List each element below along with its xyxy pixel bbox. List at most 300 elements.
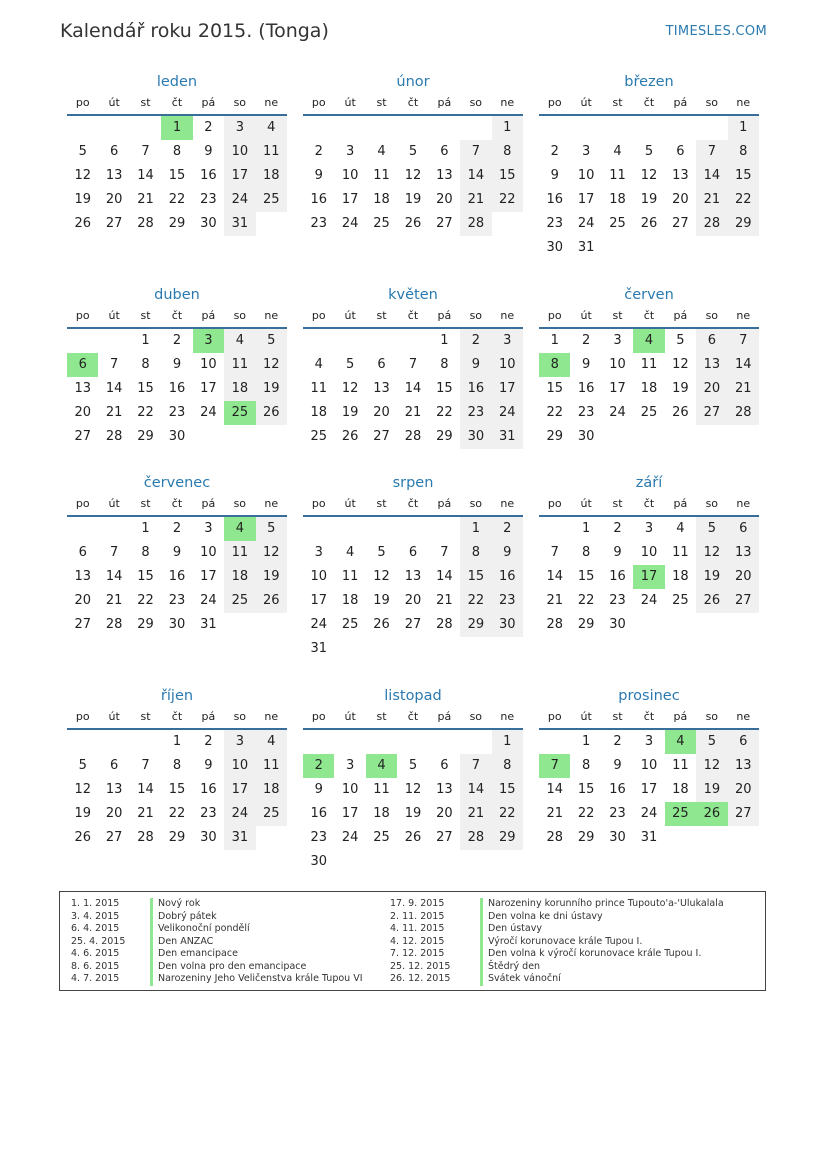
day-cell[interactable]: 2 — [204, 734, 213, 749]
day-cell[interactable]: 20 — [728, 778, 759, 802]
day-cell[interactable]: 1 — [581, 521, 591, 536]
day-cell[interactable]: 7 — [109, 545, 119, 560]
day-cell[interactable]: 15 — [436, 381, 453, 396]
holiday-day-cell[interactable]: 1 — [161, 116, 192, 140]
day-cell[interactable]: 26 — [696, 589, 727, 613]
day-cell[interactable]: 11 — [672, 758, 689, 773]
day-cell[interactable]: 19 — [696, 565, 727, 589]
day-cell[interactable]: 20 — [105, 806, 123, 821]
day-cell[interactable]: 30 — [460, 425, 491, 449]
day-cell[interactable]: 15 — [492, 164, 523, 188]
day-cell[interactable]: 14 — [105, 381, 123, 396]
day-cell[interactable]: 16 — [609, 569, 626, 584]
day-cell[interactable]: 9 — [172, 357, 182, 372]
day-cell[interactable]: 22 — [577, 806, 595, 821]
holiday-day-cell[interactable]: 4 — [224, 517, 255, 541]
day-cell[interactable]: 16 — [310, 192, 327, 207]
day-cell[interactable]: 6 — [440, 758, 449, 773]
day-cell[interactable]: 16 — [492, 565, 523, 589]
day-cell[interactable]: 1 — [141, 521, 150, 536]
day-cell[interactable]: 25 — [609, 216, 626, 231]
day-cell[interactable]: 14 — [546, 569, 563, 584]
day-cell[interactable]: 27 — [105, 216, 123, 231]
day-cell[interactable]: 29 — [137, 429, 154, 444]
day-cell[interactable]: 2 — [172, 521, 182, 536]
day-cell[interactable]: 11 — [341, 569, 359, 584]
day-cell[interactable]: 18 — [672, 782, 689, 797]
day-cell[interactable]: 20 — [373, 405, 390, 420]
site-link[interactable]: TIMESLES.COM — [665, 24, 767, 39]
day-cell[interactable]: 1 — [581, 734, 591, 749]
day-cell[interactable]: 9 — [613, 545, 622, 560]
day-cell[interactable]: 20 — [436, 192, 453, 207]
day-cell[interactable]: 2 — [204, 120, 213, 135]
day-cell[interactable]: 21 — [460, 188, 491, 212]
day-cell[interactable]: 19 — [672, 381, 689, 396]
day-cell[interactable]: 15 — [460, 565, 491, 589]
day-cell[interactable]: 16 — [577, 381, 595, 396]
day-cell[interactable]: 18 — [224, 377, 255, 401]
day-cell[interactable]: 18 — [341, 593, 359, 608]
day-cell[interactable]: 10 — [492, 353, 523, 377]
day-cell[interactable]: 25 — [224, 589, 255, 613]
day-cell[interactable]: 18 — [672, 569, 689, 584]
day-cell[interactable]: 7 — [728, 329, 759, 353]
day-cell[interactable]: 7 — [440, 545, 449, 560]
day-cell[interactable]: 11 — [373, 782, 390, 797]
holiday-day-cell[interactable]: 4 — [366, 754, 397, 778]
day-cell[interactable]: 1 — [460, 517, 491, 541]
day-cell[interactable]: 21 — [105, 593, 123, 608]
day-cell[interactable]: 4 — [256, 116, 287, 140]
day-cell[interactable]: 26 — [404, 216, 422, 231]
day-cell[interactable]: 3 — [492, 329, 523, 353]
day-cell[interactable]: 27 — [105, 830, 123, 845]
day-cell[interactable]: 31 — [200, 617, 217, 632]
day-cell[interactable]: 24 — [200, 593, 217, 608]
day-cell[interactable]: 19 — [74, 192, 91, 207]
day-cell[interactable]: 23 — [577, 405, 595, 420]
day-cell[interactable]: 28 — [105, 429, 123, 444]
day-cell[interactable]: 17 — [341, 192, 359, 207]
day-cell[interactable]: 30 — [609, 617, 626, 632]
day-cell[interactable]: 12 — [74, 782, 91, 797]
day-cell[interactable]: 20 — [672, 192, 689, 207]
day-cell[interactable]: 9 — [460, 353, 491, 377]
day-cell[interactable]: 11 — [672, 545, 689, 560]
day-cell[interactable]: 2 — [613, 734, 622, 749]
day-cell[interactable]: 11 — [224, 353, 255, 377]
day-cell[interactable]: 6 — [696, 329, 727, 353]
day-cell[interactable]: 19 — [404, 192, 422, 207]
day-cell[interactable]: 22 — [168, 806, 186, 821]
day-cell[interactable]: 26 — [256, 401, 287, 425]
day-cell[interactable]: 29 — [577, 830, 595, 845]
day-cell[interactable]: 26 — [74, 830, 91, 845]
day-cell[interactable]: 3 — [644, 521, 654, 536]
day-cell[interactable]: 15 — [546, 381, 563, 396]
day-cell[interactable]: 29 — [546, 429, 563, 444]
day-cell[interactable]: 19 — [256, 377, 287, 401]
day-cell[interactable]: 3 — [204, 521, 213, 536]
day-cell[interactable]: 26 — [341, 429, 359, 444]
day-cell[interactable]: 5 — [78, 144, 87, 159]
day-cell[interactable]: 16 — [168, 569, 186, 584]
day-cell[interactable]: 24 — [341, 216, 359, 231]
day-cell[interactable]: 29 — [577, 617, 595, 632]
day-cell[interactable]: 4 — [314, 357, 323, 372]
day-cell[interactable]: 25 — [341, 617, 359, 632]
day-cell[interactable]: 27 — [404, 617, 422, 632]
day-cell[interactable]: 20 — [74, 593, 91, 608]
day-cell[interactable]: 17 — [224, 164, 255, 188]
day-cell[interactable]: 14 — [105, 569, 123, 584]
day-cell[interactable]: 23 — [492, 589, 523, 613]
day-cell[interactable]: 5 — [408, 144, 418, 159]
day-cell[interactable]: 9 — [314, 782, 323, 797]
day-cell[interactable]: 16 — [200, 782, 217, 797]
day-cell[interactable]: 13 — [436, 782, 453, 797]
day-cell[interactable]: 18 — [373, 806, 390, 821]
day-cell[interactable]: 8 — [172, 144, 182, 159]
day-cell[interactable]: 22 — [728, 188, 759, 212]
day-cell[interactable]: 7 — [696, 140, 727, 164]
day-cell[interactable]: 29 — [137, 617, 154, 632]
day-cell[interactable]: 12 — [256, 541, 287, 565]
day-cell[interactable]: 18 — [609, 192, 626, 207]
day-cell[interactable]: 5 — [377, 545, 386, 560]
holiday-day-cell[interactable]: 6 — [67, 353, 98, 377]
day-cell[interactable]: 2 — [581, 333, 591, 348]
day-cell[interactable]: 24 — [640, 806, 658, 821]
day-cell[interactable]: 22 — [492, 802, 523, 826]
day-cell[interactable]: 22 — [137, 593, 154, 608]
day-cell[interactable]: 25 — [373, 830, 390, 845]
day-cell[interactable]: 13 — [436, 168, 453, 183]
day-cell[interactable]: 2 — [613, 521, 622, 536]
day-cell[interactable]: 28 — [137, 216, 154, 231]
day-cell[interactable]: 9 — [172, 545, 182, 560]
day-cell[interactable]: 16 — [310, 806, 327, 821]
day-cell[interactable]: 3 — [345, 758, 355, 773]
day-cell[interactable]: 29 — [168, 830, 186, 845]
day-cell[interactable]: 8 — [141, 357, 150, 372]
day-cell[interactable]: 10 — [200, 545, 217, 560]
day-cell[interactable]: 2 — [492, 517, 523, 541]
day-cell[interactable]: 9 — [550, 168, 559, 183]
day-cell[interactable]: 31 — [224, 212, 255, 236]
day-cell[interactable]: 8 — [492, 140, 523, 164]
day-cell[interactable]: 7 — [460, 754, 491, 778]
day-cell[interactable]: 1 — [492, 116, 523, 140]
day-cell[interactable]: 15 — [168, 782, 186, 797]
day-cell[interactable]: 22 — [492, 188, 523, 212]
day-cell[interactable]: 28 — [728, 401, 759, 425]
day-cell[interactable]: 8 — [728, 140, 759, 164]
day-cell[interactable]: 17 — [492, 377, 523, 401]
day-cell[interactable]: 16 — [609, 782, 626, 797]
day-cell[interactable]: 18 — [310, 405, 327, 420]
day-cell[interactable]: 14 — [546, 782, 563, 797]
day-cell[interactable]: 8 — [141, 545, 150, 560]
day-cell[interactable]: 15 — [137, 381, 154, 396]
day-cell[interactable]: 9 — [204, 144, 213, 159]
day-cell[interactable]: 14 — [696, 164, 727, 188]
day-cell[interactable]: 20 — [105, 192, 123, 207]
day-cell[interactable]: 23 — [168, 405, 186, 420]
day-cell[interactable]: 5 — [696, 517, 727, 541]
day-cell[interactable]: 28 — [105, 617, 123, 632]
day-cell[interactable]: 30 — [310, 854, 327, 869]
day-cell[interactable]: 20 — [696, 377, 727, 401]
day-cell[interactable]: 29 — [728, 212, 759, 236]
day-cell[interactable]: 6 — [728, 730, 759, 754]
holiday-day-cell[interactable]: 8 — [539, 353, 570, 377]
day-cell[interactable]: 15 — [728, 164, 759, 188]
day-cell[interactable]: 20 — [728, 565, 759, 589]
day-cell[interactable]: 30 — [200, 830, 217, 845]
day-cell[interactable]: 27 — [728, 589, 759, 613]
day-cell[interactable]: 11 — [373, 168, 390, 183]
day-cell[interactable]: 3 — [224, 116, 255, 140]
day-cell[interactable]: 20 — [74, 405, 91, 420]
day-cell[interactable]: 5 — [256, 329, 287, 353]
day-cell[interactable]: 15 — [492, 778, 523, 802]
day-cell[interactable]: 12 — [696, 754, 727, 778]
day-cell[interactable]: 18 — [256, 164, 287, 188]
day-cell[interactable]: 2 — [460, 329, 491, 353]
day-cell[interactable]: 9 — [492, 541, 523, 565]
day-cell[interactable]: 1 — [440, 333, 449, 348]
day-cell[interactable]: 28 — [436, 617, 453, 632]
day-cell[interactable]: 19 — [373, 593, 390, 608]
day-cell[interactable]: 6 — [440, 144, 449, 159]
day-cell[interactable]: 27 — [696, 401, 727, 425]
day-cell[interactable]: 23 — [546, 216, 563, 231]
day-cell[interactable]: 13 — [404, 569, 422, 584]
day-cell[interactable]: 24 — [609, 405, 626, 420]
day-cell[interactable]: 14 — [137, 782, 154, 797]
day-cell[interactable]: 3 — [224, 730, 255, 754]
day-cell[interactable]: 7 — [109, 357, 119, 372]
day-cell[interactable]: 1 — [172, 734, 182, 749]
day-cell[interactable]: 30 — [168, 617, 186, 632]
day-cell[interactable]: 26 — [74, 216, 91, 231]
day-cell[interactable]: 17 — [200, 381, 217, 396]
day-cell[interactable]: 25 — [672, 593, 689, 608]
day-cell[interactable]: 10 — [341, 782, 359, 797]
holiday-day-cell[interactable]: 3 — [193, 329, 224, 353]
day-cell[interactable]: 10 — [310, 569, 327, 584]
day-cell[interactable]: 1 — [550, 333, 559, 348]
day-cell[interactable]: 17 — [341, 806, 359, 821]
day-cell[interactable]: 25 — [373, 216, 390, 231]
day-cell[interactable]: 6 — [676, 144, 685, 159]
day-cell[interactable]: 24 — [577, 216, 595, 231]
day-cell[interactable]: 10 — [609, 357, 626, 372]
day-cell[interactable]: 26 — [404, 830, 422, 845]
day-cell[interactable]: 13 — [672, 168, 689, 183]
day-cell[interactable]: 6 — [109, 758, 119, 773]
day-cell[interactable]: 10 — [200, 357, 217, 372]
day-cell[interactable]: 19 — [640, 192, 658, 207]
holiday-day-cell[interactable]: 4 — [665, 730, 696, 754]
day-cell[interactable]: 20 — [436, 806, 453, 821]
day-cell[interactable]: 23 — [609, 806, 626, 821]
day-cell[interactable]: 1 — [492, 730, 523, 754]
day-cell[interactable]: 11 — [640, 357, 658, 372]
day-cell[interactable]: 29 — [436, 429, 453, 444]
day-cell[interactable]: 5 — [256, 517, 287, 541]
day-cell[interactable]: 13 — [728, 754, 759, 778]
day-cell[interactable]: 6 — [78, 545, 87, 560]
day-cell[interactable]: 15 — [168, 168, 186, 183]
day-cell[interactable]: 28 — [546, 617, 563, 632]
day-cell[interactable]: 24 — [200, 405, 217, 420]
day-cell[interactable]: 14 — [137, 168, 154, 183]
day-cell[interactable]: 13 — [105, 782, 123, 797]
day-cell[interactable]: 22 — [546, 405, 563, 420]
day-cell[interactable]: 5 — [408, 758, 418, 773]
day-cell[interactable]: 4 — [256, 730, 287, 754]
day-cell[interactable]: 29 — [460, 613, 491, 637]
day-cell[interactable]: 24 — [640, 593, 658, 608]
day-cell[interactable]: 21 — [546, 806, 563, 821]
day-cell[interactable]: 24 — [310, 617, 327, 632]
day-cell[interactable]: 30 — [168, 429, 186, 444]
day-cell[interactable]: 4 — [345, 545, 355, 560]
day-cell[interactable]: 7 — [408, 357, 418, 372]
day-cell[interactable]: 10 — [640, 758, 658, 773]
day-cell[interactable]: 10 — [640, 545, 658, 560]
day-cell[interactable]: 5 — [676, 333, 685, 348]
day-cell[interactable]: 28 — [546, 830, 563, 845]
holiday-day-cell[interactable]: 4 — [633, 329, 664, 353]
day-cell[interactable]: 29 — [492, 826, 523, 850]
day-cell[interactable]: 8 — [440, 357, 449, 372]
day-cell[interactable]: 23 — [460, 401, 491, 425]
day-cell[interactable]: 23 — [609, 593, 626, 608]
day-cell[interactable]: 22 — [168, 192, 186, 207]
day-cell[interactable]: 30 — [546, 240, 563, 255]
day-cell[interactable]: 24 — [492, 401, 523, 425]
day-cell[interactable]: 31 — [492, 425, 523, 449]
day-cell[interactable]: 31 — [640, 830, 658, 845]
day-cell[interactable]: 19 — [256, 565, 287, 589]
day-cell[interactable]: 11 — [609, 168, 626, 183]
day-cell[interactable]: 24 — [341, 830, 359, 845]
day-cell[interactable]: 16 — [546, 192, 563, 207]
day-cell[interactable]: 30 — [609, 830, 626, 845]
day-cell[interactable]: 24 — [224, 802, 255, 826]
day-cell[interactable]: 12 — [373, 569, 390, 584]
day-cell[interactable]: 21 — [105, 405, 123, 420]
day-cell[interactable]: 27 — [436, 216, 453, 231]
day-cell[interactable]: 13 — [373, 381, 390, 396]
holiday-day-cell[interactable]: 25 — [665, 802, 696, 826]
day-cell[interactable]: 23 — [200, 192, 217, 207]
day-cell[interactable]: 12 — [696, 541, 727, 565]
day-cell[interactable]: 12 — [672, 357, 689, 372]
day-cell[interactable]: 23 — [310, 830, 327, 845]
day-cell[interactable]: 14 — [436, 569, 453, 584]
day-cell[interactable]: 3 — [613, 333, 622, 348]
day-cell[interactable]: 27 — [436, 830, 453, 845]
day-cell[interactable]: 11 — [310, 381, 327, 396]
day-cell[interactable]: 6 — [377, 357, 386, 372]
day-cell[interactable]: 7 — [141, 758, 150, 773]
day-cell[interactable]: 22 — [436, 405, 453, 420]
day-cell[interactable]: 18 — [224, 565, 255, 589]
day-cell[interactable]: 13 — [728, 541, 759, 565]
day-cell[interactable]: 8 — [460, 541, 491, 565]
day-cell[interactable]: 16 — [460, 377, 491, 401]
day-cell[interactable]: 8 — [581, 758, 591, 773]
day-cell[interactable]: 4 — [224, 329, 255, 353]
day-cell[interactable]: 17 — [224, 778, 255, 802]
day-cell[interactable]: 17 — [310, 593, 327, 608]
day-cell[interactable]: 22 — [577, 593, 595, 608]
day-cell[interactable]: 24 — [224, 188, 255, 212]
day-cell[interactable]: 3 — [345, 144, 355, 159]
day-cell[interactable]: 31 — [577, 240, 595, 255]
day-cell[interactable]: 12 — [640, 168, 658, 183]
day-cell[interactable]: 5 — [345, 357, 355, 372]
day-cell[interactable]: 18 — [256, 778, 287, 802]
day-cell[interactable]: 11 — [256, 754, 287, 778]
day-cell[interactable]: 19 — [341, 405, 359, 420]
day-cell[interactable]: 14 — [460, 778, 491, 802]
day-cell[interactable]: 14 — [728, 353, 759, 377]
day-cell[interactable]: 23 — [200, 806, 217, 821]
day-cell[interactable]: 12 — [74, 168, 91, 183]
day-cell[interactable]: 14 — [404, 381, 422, 396]
day-cell[interactable]: 3 — [581, 144, 591, 159]
day-cell[interactable]: 27 — [728, 802, 759, 826]
day-cell[interactable]: 8 — [492, 754, 523, 778]
day-cell[interactable]: 30 — [577, 429, 595, 444]
day-cell[interactable]: 8 — [581, 545, 591, 560]
day-cell[interactable]: 1 — [728, 116, 759, 140]
day-cell[interactable]: 16 — [168, 381, 186, 396]
day-cell[interactable]: 21 — [728, 377, 759, 401]
day-cell[interactable]: 22 — [460, 589, 491, 613]
day-cell[interactable]: 27 — [74, 429, 91, 444]
day-cell[interactable]: 8 — [172, 758, 182, 773]
day-cell[interactable]: 12 — [341, 381, 359, 396]
holiday-day-cell[interactable]: 2 — [303, 754, 334, 778]
day-cell[interactable]: 21 — [436, 593, 453, 608]
day-cell[interactable]: 10 — [341, 168, 359, 183]
day-cell[interactable]: 28 — [137, 830, 154, 845]
day-cell[interactable]: 14 — [460, 164, 491, 188]
day-cell[interactable]: 10 — [224, 754, 255, 778]
day-cell[interactable]: 27 — [672, 216, 689, 231]
day-cell[interactable]: 5 — [644, 144, 654, 159]
day-cell[interactable]: 10 — [577, 168, 595, 183]
day-cell[interactable]: 21 — [137, 806, 154, 821]
day-cell[interactable]: 25 — [640, 405, 658, 420]
day-cell[interactable]: 26 — [672, 405, 689, 420]
holiday-day-cell[interactable]: 25 — [224, 401, 255, 425]
day-cell[interactable]: 5 — [696, 730, 727, 754]
day-cell[interactable]: 16 — [200, 168, 217, 183]
day-cell[interactable]: 23 — [168, 593, 186, 608]
day-cell[interactable]: 19 — [74, 806, 91, 821]
day-cell[interactable]: 5 — [78, 758, 87, 773]
day-cell[interactable]: 13 — [696, 353, 727, 377]
day-cell[interactable]: 12 — [404, 782, 422, 797]
